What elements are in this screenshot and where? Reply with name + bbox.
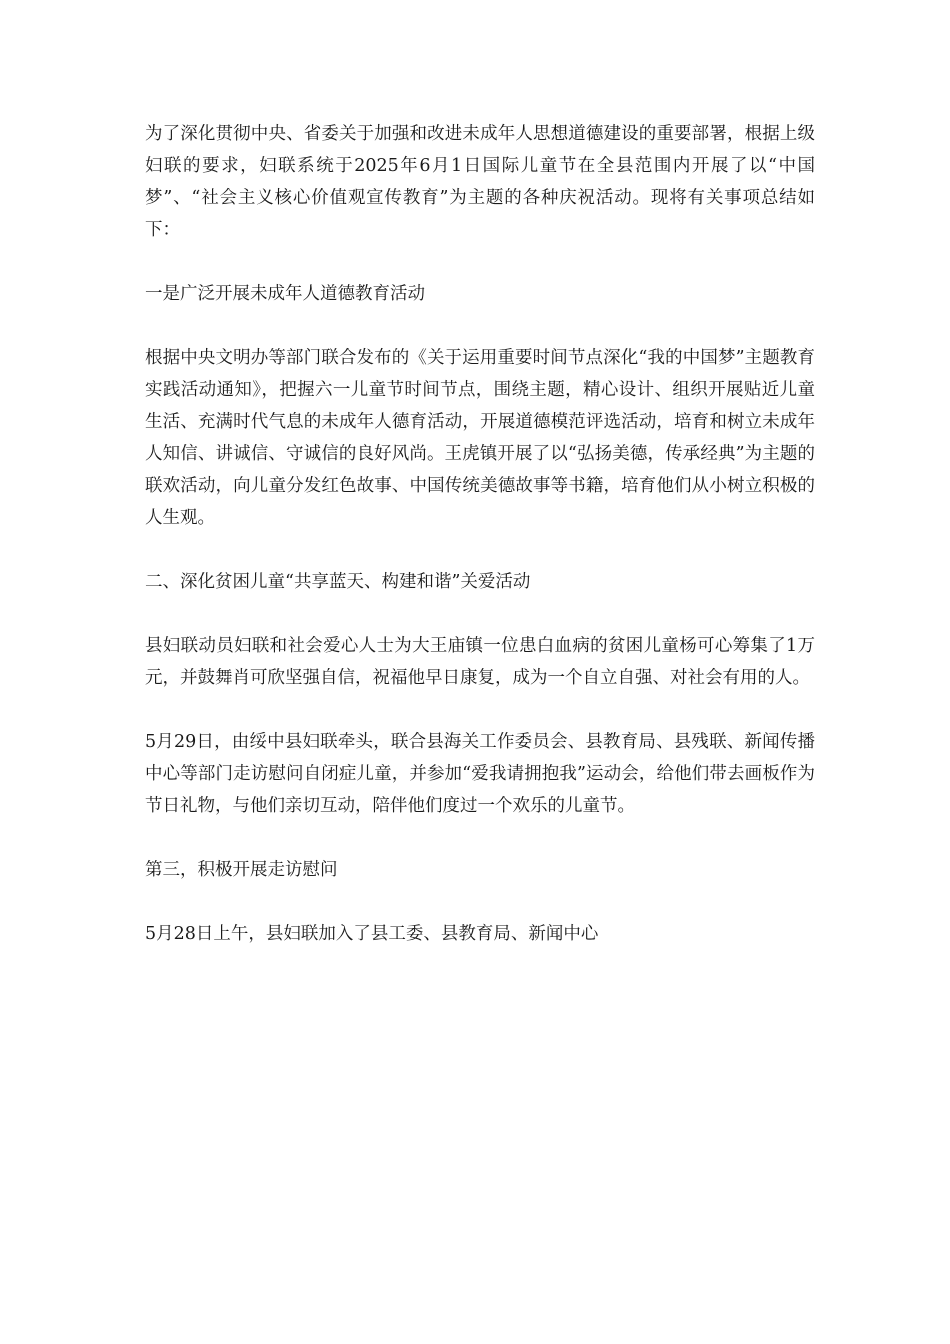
section-heading-2: 二、深化贫困儿童“共享蓝天、构建和谐”关爱活动 [145,572,531,592]
document-body [145,118,815,950]
section-3-paragraph: 5月28日上午，县妇联加入了县工委、县教育局、新闻中心 [145,924,599,944]
intro-paragraph: 为了深化贯彻中央、省委关于加强和改进未成年人思想道德建设的重要部署，根据上级妇联的要求，妇联系统于2025年6月1日国际儿童节在全县范围内开展了以“中国梦”、“社会主义核心价值观宣传教育”为主题的各种庆祝活动。现将有关事项总结如下： [145,124,815,240]
section-2-paragraph-1: 县妇联动员妇联和社会爱心人士为大王庙镇一位患白血病的贫困儿童杨可心筹集了1万元，并鼓舞肖可欣坚强自信，祝福他早日康复，成为一个自立自强、对社会有用的人。 [145,636,815,688]
section-1-paragraph: 根据中央文明办等部门联合发布的《关于运用重要时间节点深化“我的中国梦”主题教育实践活动通知》，把握六一儿童节时间节点，围绕主题，精心设计、组织开展贴近儿童生活、充满时代气息的未成年人德育活动，开展道德模范评选活动，培育和树立未成年人知信、讲诚信、守诚信的良好风尚。王虎镇开展了以“弘扬美德，传承经典”为主题的联欢活动，向儿童分发红色故事、中国传统美德故事等书籍，培育他们从小树立积极的人生观。 [145,348,815,528]
section-heading-3: 第三，积极开展走访慰问 [145,860,338,880]
section-2-paragraph-2: 5月29日，由绥中县妇联牵头，联合县海关工作委员会、县教育局、县残联、新闻传播中心等部门走访慰问自闭症儿童，并参加“爱我请拥抱我”运动会，给他们带去画板作为节日礼物，与他们亲切互动，陪伴他们度过一个欢乐的儿童节。 [145,732,815,816]
section-heading-1: 一是广泛开展未成年人道德教育活动 [145,284,425,304]
